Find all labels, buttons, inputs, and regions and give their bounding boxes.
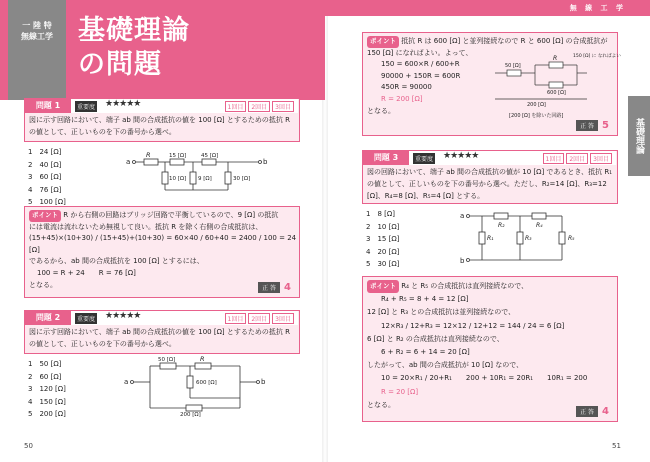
page-number-left: 50 [24, 442, 33, 450]
circuit-terminal-a: a [124, 378, 129, 386]
option: 2 10 [Ω] [366, 222, 400, 231]
circuit-label-R2: R₂ [498, 222, 505, 229]
importance-label: 重要度 [413, 153, 435, 164]
chapter-title-line1: 基礎理論 [78, 15, 190, 46]
circuit-terminal-a: a [460, 212, 465, 220]
importance-stars: ★★★★★ [105, 311, 141, 321]
answer-number: 5 [602, 120, 609, 131]
circuit-label-R1: R₁ [487, 235, 494, 242]
expl-text: 抵抗 R は 600 [Ω] と並列接続なので R と 600 [Ω] の合成抵抗が [401, 37, 608, 45]
problem2-expl-figure [491, 51, 621, 121]
problem1-options [28, 146, 66, 209]
problem2-text: 図に示す回路において、端子 ab 間の合成抵抗の値を 100 [Ω] とするための抵抗 R の値として、正しいものを下の番号から選べ。 [29, 328, 290, 348]
right-header-label: 無 線 工 学 [569, 4, 626, 12]
problem3-text: 図の回路において、端子 ab 間の合成抵抗の値が 10 [Ω] であるとき、抵抗 R₁ の値として、正しいものを下の番号から選べ。ただし、R₂=14 [Ω]、R₃=12 [Ω]、R₄=8 [Ω]、R₅=4 [Ω] とする。 [367, 168, 613, 200]
attempt-checkbox[interactable]: 3回目 [590, 153, 612, 164]
expl-line: 90000 + 150R = 600R [381, 71, 461, 80]
option: 4 150 [Ω] [28, 397, 66, 406]
option: 5 100 [Ω] [28, 198, 66, 206]
exam-tag [8, 0, 66, 100]
problem1-circuit [120, 150, 270, 198]
circuit-label-R: R [200, 355, 205, 363]
circuit-label: 10 [Ω] [169, 176, 187, 182]
fig-note: 150 [Ω] に なればよい [573, 54, 621, 59]
problem3-label: 問題 3 [363, 151, 409, 165]
option: 1 24 [Ω] [28, 148, 62, 156]
problem2-header [25, 311, 298, 325]
option: 3 15 [Ω] [366, 235, 400, 243]
expl-formula: 10 = 20×R₁ / 20+R₁ 200 + 10R₁ = 20R₁ 10R₁ = 200 [381, 374, 588, 383]
option: 3 120 [Ω] [28, 385, 66, 393]
circuit-label: 45 [Ω] [201, 153, 219, 159]
chapter-title [78, 14, 190, 82]
expl-formula: (15+45)×(10+30) / (15+45)+(10+30) = 60×40 / 60+40 = 2400 / 100 = 24 [Ω] [29, 234, 297, 254]
problem2-label: 問題 2 [25, 311, 71, 325]
expl-line: 450R = 90000 [381, 83, 432, 92]
expl-line: 6 [Ω] と R₂ の合成抵抗は直列接続なので、 [367, 334, 504, 343]
importance-stars: ★★★★★ [105, 99, 141, 109]
expl-line [29, 210, 297, 222]
option: 3 60 [Ω] [28, 173, 62, 181]
problem3-box [362, 150, 618, 204]
expl-line: となる。 [367, 400, 395, 409]
expl-text: R から右側の回路はブリッジ回路で平衡しているので、9 [Ω] の抵抗 [63, 211, 279, 219]
attempt-checkbox[interactable]: 3回目 [272, 313, 294, 324]
answer-label: 正 答 [576, 406, 598, 417]
importance-label: 重要度 [75, 313, 97, 324]
point-badge: ポイント [367, 280, 399, 293]
expl-line: 100 = R + 24 R = 76 [Ω] [37, 268, 136, 277]
attempt-checkbox[interactable]: 1回目 [225, 101, 247, 112]
problem3-options [366, 208, 399, 271]
circuit-label: 9 [Ω] [198, 176, 212, 182]
expl-result: R = 200 [Ω] [381, 94, 423, 103]
problem2-box [24, 310, 300, 354]
expl-line [367, 280, 615, 293]
option: 5 30 [Ω] [366, 260, 400, 268]
expl-result: R = 20 [Ω] [381, 387, 419, 396]
circuit-label: 600 [Ω] [196, 380, 217, 386]
expl-formula: 12×R₃ / 12+R₃ = 12×12 / 12+12 = 144 / 24 = 6 [Ω] [381, 321, 565, 330]
problem3-explanation [362, 276, 618, 422]
problem2-circuit [120, 356, 270, 416]
problem1-label: 問題 1 [25, 99, 71, 113]
answer-block [576, 120, 609, 131]
attempt-checkbox[interactable]: 2回目 [566, 153, 588, 164]
expl-line: となる。 [367, 106, 395, 115]
circuit-terminal-b: b [263, 158, 268, 166]
expl-text: R₄ と R₅ の合成抵抗は直列接続なので、 [401, 282, 529, 290]
circuit-label: 200 [Ω] [180, 412, 201, 418]
attempt-checkbox[interactable]: 2回目 [248, 313, 270, 324]
expl-formula: 150 = 600×R / 600+R [381, 60, 460, 69]
page-number-right: 51 [612, 442, 621, 450]
attempt-checkboxes [225, 313, 294, 324]
option: 1 50 [Ω] [28, 360, 62, 368]
problem2-options [28, 358, 66, 421]
point-badge: ポイント [29, 210, 61, 222]
side-index-tab: 基礎理論 [628, 96, 650, 176]
fig-label-R: R [553, 55, 558, 62]
attempt-checkbox[interactable]: 1回目 [543, 153, 565, 164]
chapter-title-line2: の問題 [78, 49, 162, 80]
answer-label: 正 答 [576, 120, 598, 131]
attempt-checkbox[interactable]: 3回目 [272, 101, 294, 112]
expl-line: となる。 [29, 280, 57, 289]
circuit-terminal-b: b [460, 257, 465, 265]
answer-block [258, 282, 291, 293]
circuit-label: 15 [Ω] [169, 153, 187, 159]
answer-number: 4 [602, 406, 609, 417]
problem3-circuit [458, 208, 588, 268]
option: 2 40 [Ω] [28, 160, 62, 169]
exam-tag-line1: 一 陸 特 [22, 21, 52, 30]
point-badge: ポイント [367, 36, 399, 48]
fig-label: 50 [Ω] [505, 63, 521, 69]
circuit-label-R3: R₃ [525, 235, 532, 242]
problem2-explanation [362, 32, 621, 136]
answer-number: 4 [284, 282, 291, 293]
right-header-band [325, 0, 650, 16]
attempt-checkbox[interactable]: 1回目 [225, 313, 247, 324]
problem1-box [24, 98, 300, 142]
problem1-text: 図に示す回路において、端子 ab 間の合成抵抗の値を 100 [Ω] とするための抵抗 R の値として、正しいものを下の番号から選べ。 [29, 116, 290, 136]
answer-label: 正 答 [258, 282, 280, 293]
circuit-label-R4: R₄ [536, 222, 543, 229]
option: 2 60 [Ω] [28, 372, 62, 381]
option: 4 76 [Ω] [28, 185, 62, 194]
attempt-checkboxes [225, 101, 294, 112]
expl-line: したがって、ab 間の合成抵抗が 10 [Ω] なので、 [367, 361, 524, 370]
option: 4 20 [Ω] [366, 247, 400, 256]
fig-caption: [200 [Ω] を除いた回路] [509, 113, 564, 119]
circuit-label-R: R [146, 151, 151, 159]
attempt-checkbox[interactable]: 2回目 [248, 101, 270, 112]
problem3-header [363, 151, 616, 165]
expl-line: には電流は流れないため無視して良い。抵抗 R を除く右側の合成抵抗は、 [29, 222, 263, 231]
expl-line: であるから、ab 間の合成抵抗を 100 [Ω] とするには、 [29, 257, 204, 266]
problem1-explanation [24, 206, 300, 298]
importance-stars: ★★★★★ [443, 151, 479, 161]
attempt-checkboxes [543, 153, 612, 164]
circuit-label: 50 [Ω] [158, 357, 176, 363]
circuit-terminal-b: b [261, 378, 266, 386]
expl-line: 12 [Ω] と R₃ との合成抵抗は並列接続なので、 [367, 308, 516, 317]
circuit-label: 30 [Ω] [233, 176, 251, 182]
exam-tag-line2: 無線工学 [21, 32, 53, 41]
circuit-label-R5: R₅ [568, 235, 575, 242]
option: 5 200 [Ω] [28, 410, 66, 418]
fig-label: 200 [Ω] [527, 102, 546, 108]
expl-line: 150 [Ω] になればよい。よって、 [367, 48, 473, 57]
problem1-header [25, 99, 298, 113]
expl-line: R₄ + R₅ = 8 + 4 = 12 [Ω] [381, 295, 469, 304]
importance-label: 重要度 [75, 101, 97, 112]
expl-line: 6 + R₂ = 6 + 14 = 20 [Ω] [381, 348, 470, 357]
answer-block [576, 406, 609, 417]
fig-label: 600 [Ω] [547, 90, 566, 96]
circuit-terminal-a: a [126, 158, 131, 166]
option: 1 8 [Ω] [366, 210, 395, 218]
expl-line [367, 36, 615, 48]
